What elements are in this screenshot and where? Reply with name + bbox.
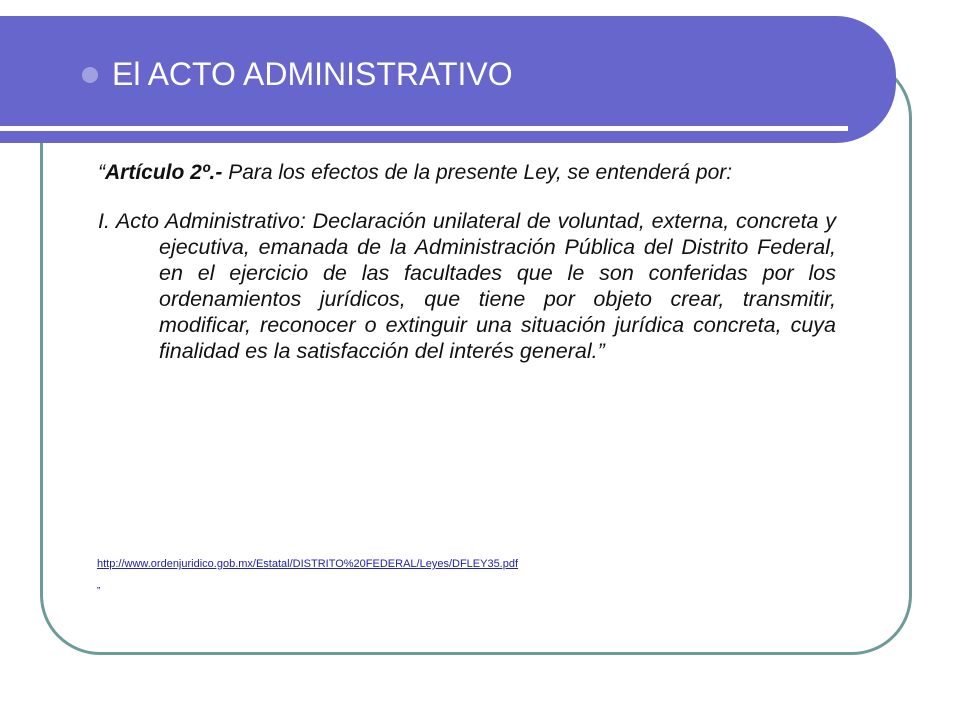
definition-paragraph: I. Acto Administrativo: Declaración unilateral de voluntad, externa, concreta y ejecutiva, emanada de la Administración Pública del Distrito Federal, en el ejercicio de las facultades que le son conferidas por los ordenamientos jurídicos, que tiene por objeto crear, transmitir, modificar, reconocer o extinguir una situación jurídica concreta, cuya finalidad es la satisfacción del interés general.”: [98, 209, 836, 363]
article-rest: Para los efectos de la presente Ley, se entenderá por:: [222, 161, 733, 184]
title-bullet-icon: [82, 67, 98, 83]
article-text: [98, 162, 836, 364]
source-link[interactable]: http://www.ordenjuridico.gob.mx/Estatal/DISTRITO%20FEDERAL/Leyes/DFLEY35.pdf: [97, 558, 519, 570]
slide-title: El ACTO ADMINISTRATIVO: [112, 56, 513, 92]
trailing-quote-mark: ”: [97, 586, 101, 597]
article-paragraph: [98, 162, 836, 184]
quote-open: “: [98, 161, 105, 184]
article-lead: Artículo 2º.-: [105, 161, 223, 184]
title-divider: [0, 126, 848, 131]
